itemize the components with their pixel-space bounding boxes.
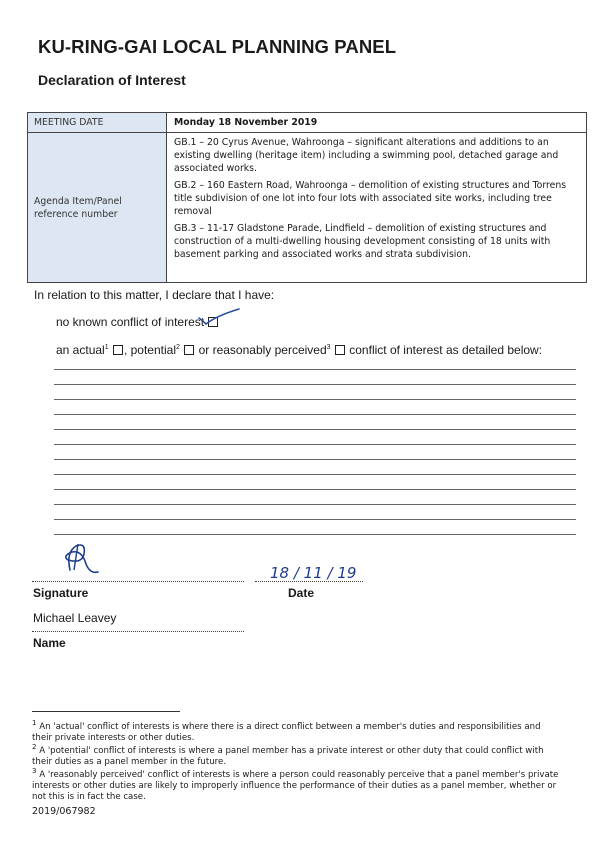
no-conflict-label: no known conflict of interest (56, 315, 205, 329)
no-conflict-option (56, 315, 219, 329)
footnote (32, 742, 560, 768)
perceived-checkbox[interactable] (335, 345, 345, 355)
detail-line (54, 369, 576, 370)
detail-line (54, 399, 576, 400)
potential-checkbox[interactable] (184, 345, 194, 355)
footnote-mark: 1 (32, 719, 37, 727)
table-row (28, 113, 587, 133)
declaration-intro: In relation to this matter, I declare that I have: (34, 288, 275, 302)
conflict-options-line (56, 343, 542, 357)
conflict-detail-label: conflict of interest as detailed below: (345, 343, 543, 357)
footnote-ref: 3 (326, 344, 331, 351)
table-row (28, 133, 587, 283)
footnote-mark: 2 (32, 743, 37, 751)
detail-line (54, 429, 576, 430)
checkmark-icon (196, 306, 242, 330)
signature-line (32, 581, 244, 582)
date-label: Date (288, 586, 315, 600)
detail-line (54, 489, 576, 490)
footnote (32, 718, 560, 744)
meeting-date-label: MEETING DATE (28, 113, 167, 133)
name-label: Name (33, 636, 66, 650)
perceived-label: or reasonably perceived (195, 343, 327, 357)
footnote-mark: 3 (32, 767, 37, 775)
detail-line (54, 474, 576, 475)
agenda-item: GB.2 – 160 Eastern Road, Wahroonga – demolition of existing structures and Torrens title subdivision of one lot into four lots with associated site works, including tree removal (174, 180, 567, 217)
footnote-separator (32, 711, 180, 712)
actual-checkbox[interactable] (113, 345, 123, 355)
signature-label: Signature (33, 586, 89, 600)
footnote-text: A 'potential' conflict of interests is where a panel member has a private interest or other duty that could conflict with their duties as a panel member in the future. (32, 745, 544, 767)
potential-label: , potential (123, 343, 176, 357)
document-reference: 2019/067982 (32, 806, 96, 817)
detail-line (54, 384, 576, 385)
page-subtitle: Declaration of Interest (38, 72, 186, 88)
meeting-date-value: Monday 18 November 2019 (167, 113, 587, 133)
detail-line (54, 459, 576, 460)
detail-line (54, 504, 576, 505)
footnote-ref: 1 (104, 344, 109, 351)
agenda-items-cell (167, 133, 587, 283)
meeting-info-table (27, 112, 587, 283)
detail-line (54, 414, 576, 415)
footnote (32, 766, 560, 803)
agenda-item: GB.1 – 20 Cyrus Avenue, Wahroonga – significant alterations and additions to an existing dwelling (heritage item) including a swimming pool, detached garage and associated works. (174, 137, 559, 174)
agenda-item-label: Agenda Item/Panel reference number (28, 133, 167, 283)
date-line (255, 581, 363, 582)
name-value: Michael Leavey (33, 611, 117, 625)
footnote-text: An 'actual' conflict of interests is where there is a direct conflict between a member's duties and responsibilities and their private interests or other duties. (32, 721, 541, 743)
detail-line (54, 519, 576, 520)
footnote-text: A 'reasonably perceived' conflict of interests is where a person could reasonably perceive that a panel member's private interests or other duties are likely to improperly influence the performance of their duties as a panel member, whether or not this is in fact the case. (32, 769, 559, 802)
handwritten-signature (56, 540, 104, 578)
agenda-item: GB.3 – 11-17 Gladstone Parade, Lindfield – demolition of existing structures and construction of a multi-dwelling housing development consisting of 18 units with basement parking and associated works and strata subdivision. (174, 223, 551, 260)
detail-line (54, 534, 576, 535)
date-handwritten: 18 / 11 / 19 (270, 564, 357, 582)
actual-label: an actual (56, 343, 105, 357)
footnote-ref: 2 (176, 344, 180, 351)
name-line (32, 631, 244, 632)
page-title: KU-RING-GAI LOCAL PLANNING PANEL (38, 36, 397, 57)
detail-line (54, 444, 576, 445)
